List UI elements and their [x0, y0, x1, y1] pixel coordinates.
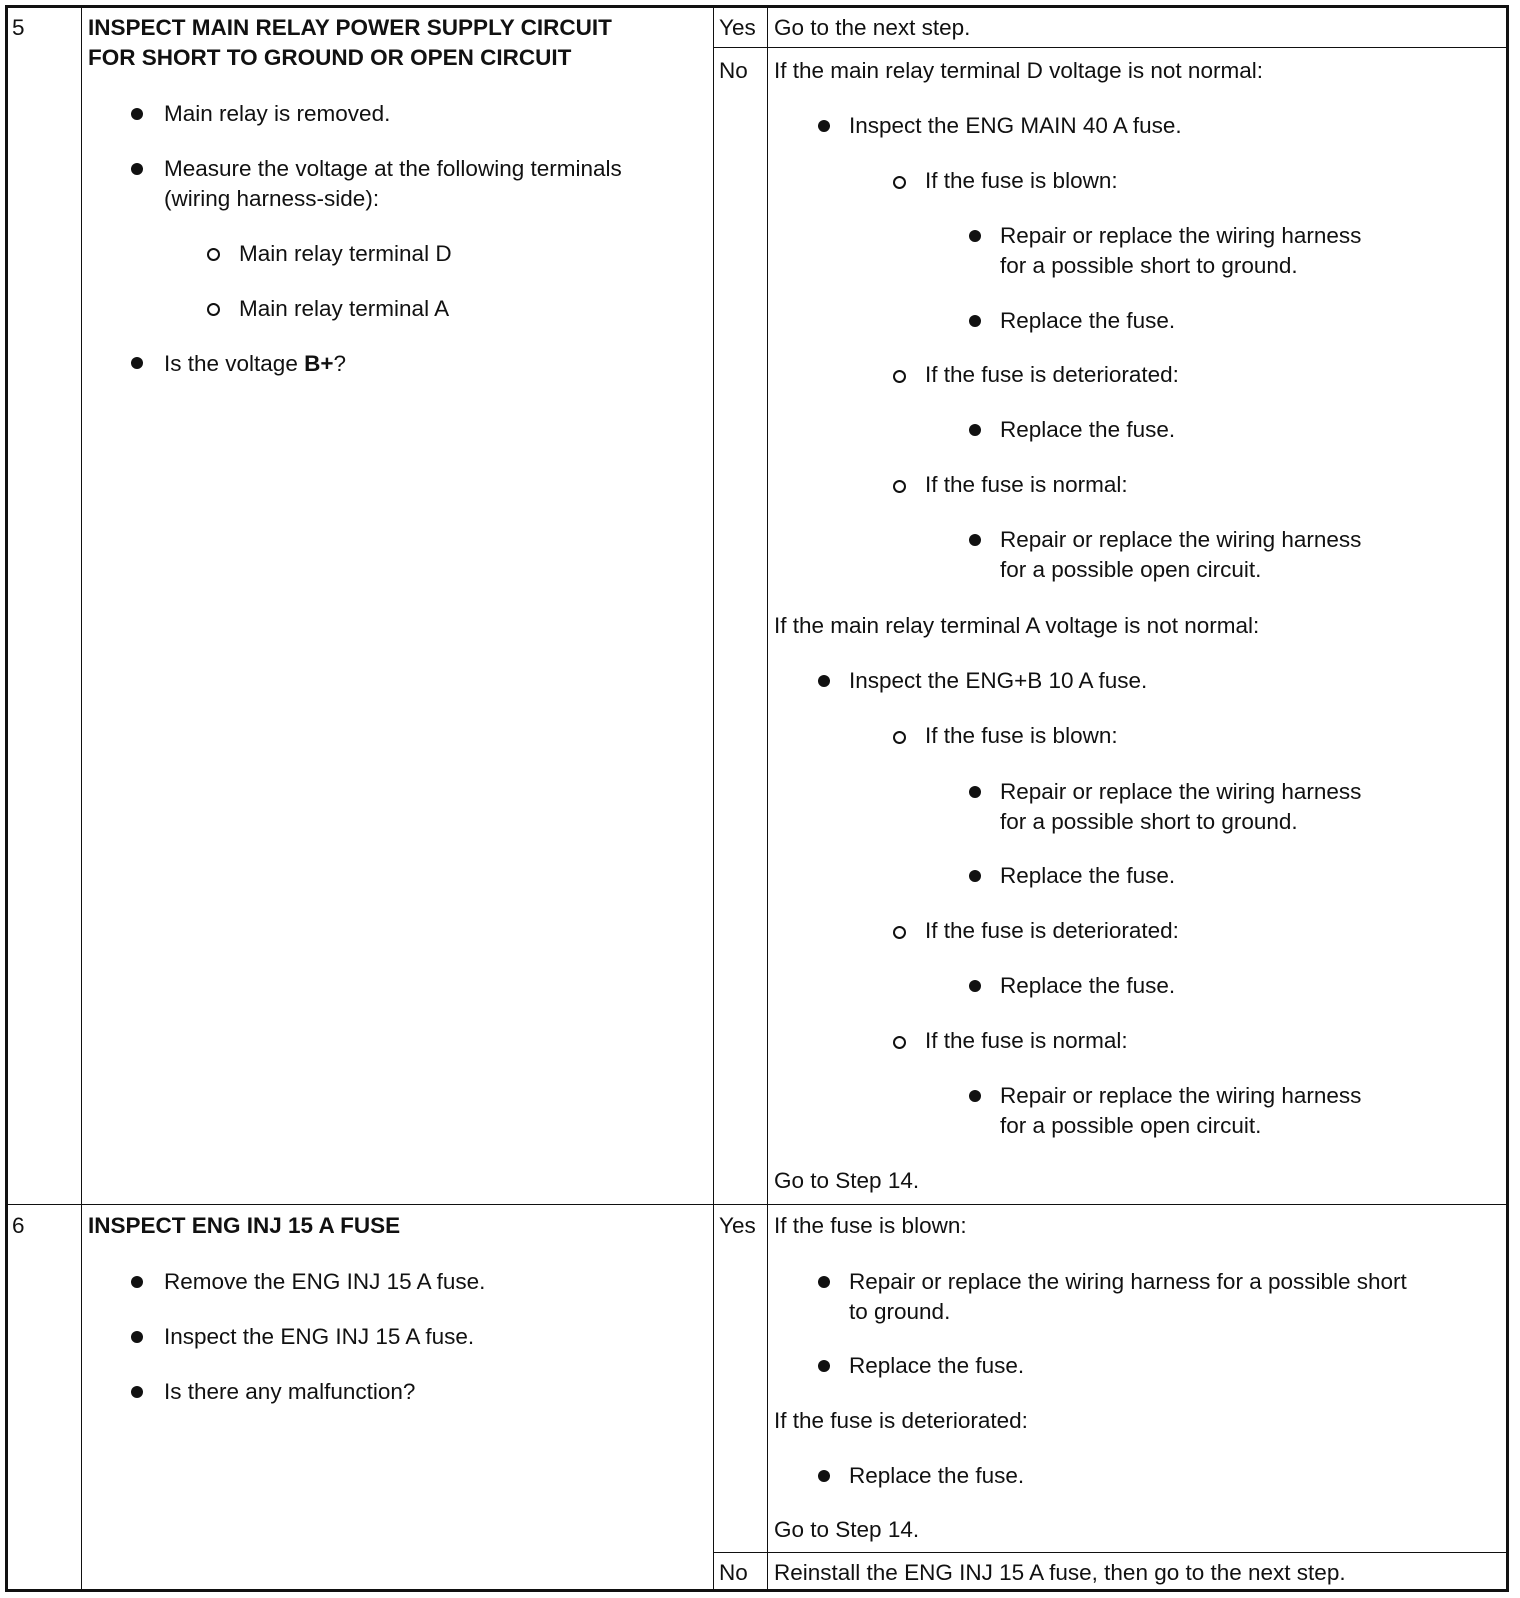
- bullet-icon: [131, 163, 143, 175]
- list-item: Remove the ENG INJ 15 A fuse.: [164, 1269, 486, 1294]
- step-title: INSPECT MAIN RELAY POWER SUPPLY CIRCUIT: [88, 15, 612, 40]
- list-item: Replace the fuse.: [1000, 973, 1176, 998]
- bullet-icon: [131, 108, 143, 120]
- step-number: 6: [12, 1213, 25, 1238]
- list-item: If the fuse is deteriorated:: [925, 918, 1179, 943]
- circle-bullet-icon: [893, 370, 906, 383]
- list-item: If the fuse is deteriorated:: [925, 362, 1179, 387]
- list-item: If the fuse is normal:: [925, 472, 1128, 497]
- bullet-icon: [818, 1276, 830, 1288]
- yes-label: Yes: [719, 1213, 756, 1238]
- circle-bullet-icon: [893, 176, 906, 189]
- condition-text: If the main relay terminal D voltage is not normal:: [774, 58, 1263, 83]
- bullet-icon: [969, 534, 981, 546]
- list-item: Repair or replace the wiring harness for a possible short: [849, 1269, 1407, 1294]
- bullet-icon: [969, 1090, 981, 1102]
- no-label: No: [719, 1560, 748, 1585]
- yes-no-divider-step5: [713, 47, 1507, 48]
- question: Is the voltage B+?: [164, 351, 346, 376]
- bullet-icon: [818, 1360, 830, 1372]
- list-item: Replace the fuse.: [1000, 863, 1176, 888]
- bullet-icon: [818, 120, 830, 132]
- circle-bullet-icon: [893, 1036, 906, 1049]
- list-item: Replace the fuse.: [849, 1463, 1025, 1488]
- list-item: for a possible short to ground.: [1000, 253, 1298, 278]
- list-item: Repair or replace the wiring harness: [1000, 1083, 1362, 1108]
- goto-text: Go to Step 14.: [774, 1168, 920, 1193]
- list-item: Repair or replace the wiring harness: [1000, 527, 1362, 552]
- col-divider-answer: [713, 7, 714, 1590]
- condition-text: If the main relay terminal A voltage is not normal:: [774, 613, 1260, 638]
- step-number: 5: [12, 15, 25, 40]
- list-item: Measure the voltage at the following terminals: [164, 156, 622, 181]
- circle-bullet-icon: [207, 303, 220, 316]
- list-item: to ground.: [849, 1299, 951, 1324]
- list-item: Repair or replace the wiring harness: [1000, 223, 1362, 248]
- bullet-icon: [131, 1386, 143, 1398]
- circle-bullet-icon: [893, 480, 906, 493]
- goto-text: Go to Step 14.: [774, 1517, 920, 1542]
- condition-text: If the fuse is blown:: [774, 1213, 967, 1238]
- list-item: Replace the fuse.: [1000, 308, 1176, 333]
- list-item: Main relay terminal D: [239, 241, 452, 266]
- bullet-icon: [969, 315, 981, 327]
- yes-label: Yes: [719, 15, 756, 40]
- bullet-icon: [969, 230, 981, 242]
- no-result: Reinstall the ENG INJ 15 A fuse, then go to the next step.: [774, 1560, 1346, 1585]
- question: Is there any malfunction?: [164, 1379, 416, 1404]
- list-item: for a possible open circuit.: [1000, 557, 1262, 582]
- list-item: Main relay is removed.: [164, 101, 391, 126]
- yes-result: Go to the next step.: [774, 15, 971, 40]
- condition-text: If the fuse is deteriorated:: [774, 1408, 1028, 1433]
- list-item: Replace the fuse.: [1000, 417, 1176, 442]
- no-label: No: [719, 58, 748, 83]
- list-item: (wiring harness-side):: [164, 186, 380, 211]
- list-item: If the fuse is blown:: [925, 723, 1118, 748]
- step-title: INSPECT ENG INJ 15 A FUSE: [88, 1213, 401, 1238]
- list-item: Replace the fuse.: [849, 1353, 1025, 1378]
- list-item: Inspect the ENG MAIN 40 A fuse.: [849, 113, 1182, 138]
- list-item: for a possible open circuit.: [1000, 1113, 1262, 1138]
- list-item: Repair or replace the wiring harness: [1000, 779, 1362, 804]
- bullet-icon: [969, 786, 981, 798]
- row-divider: [7, 1204, 1507, 1205]
- bullet-icon: [969, 424, 981, 436]
- yes-no-divider-step6: [713, 1552, 1507, 1553]
- list-item: Inspect the ENG+B 10 A fuse.: [849, 668, 1148, 693]
- bullet-icon: [131, 1331, 143, 1343]
- circle-bullet-icon: [893, 926, 906, 939]
- col-divider-result: [767, 7, 768, 1590]
- bullet-icon: [131, 1276, 143, 1288]
- circle-bullet-icon: [207, 248, 220, 261]
- list-item: for a possible short to ground.: [1000, 809, 1298, 834]
- bullet-icon: [818, 1470, 830, 1482]
- list-item: Inspect the ENG INJ 15 A fuse.: [164, 1324, 475, 1349]
- list-item: Main relay terminal A: [239, 296, 450, 321]
- bullet-icon: [818, 675, 830, 687]
- bullet-icon: [969, 870, 981, 882]
- bullet-icon: [131, 357, 143, 369]
- col-divider-step: [81, 7, 82, 1590]
- list-item: If the fuse is normal:: [925, 1028, 1128, 1053]
- step-title: FOR SHORT TO GROUND OR OPEN CIRCUIT: [88, 45, 572, 70]
- list-item: If the fuse is blown:: [925, 168, 1118, 193]
- bullet-icon: [969, 980, 981, 992]
- circle-bullet-icon: [893, 731, 906, 744]
